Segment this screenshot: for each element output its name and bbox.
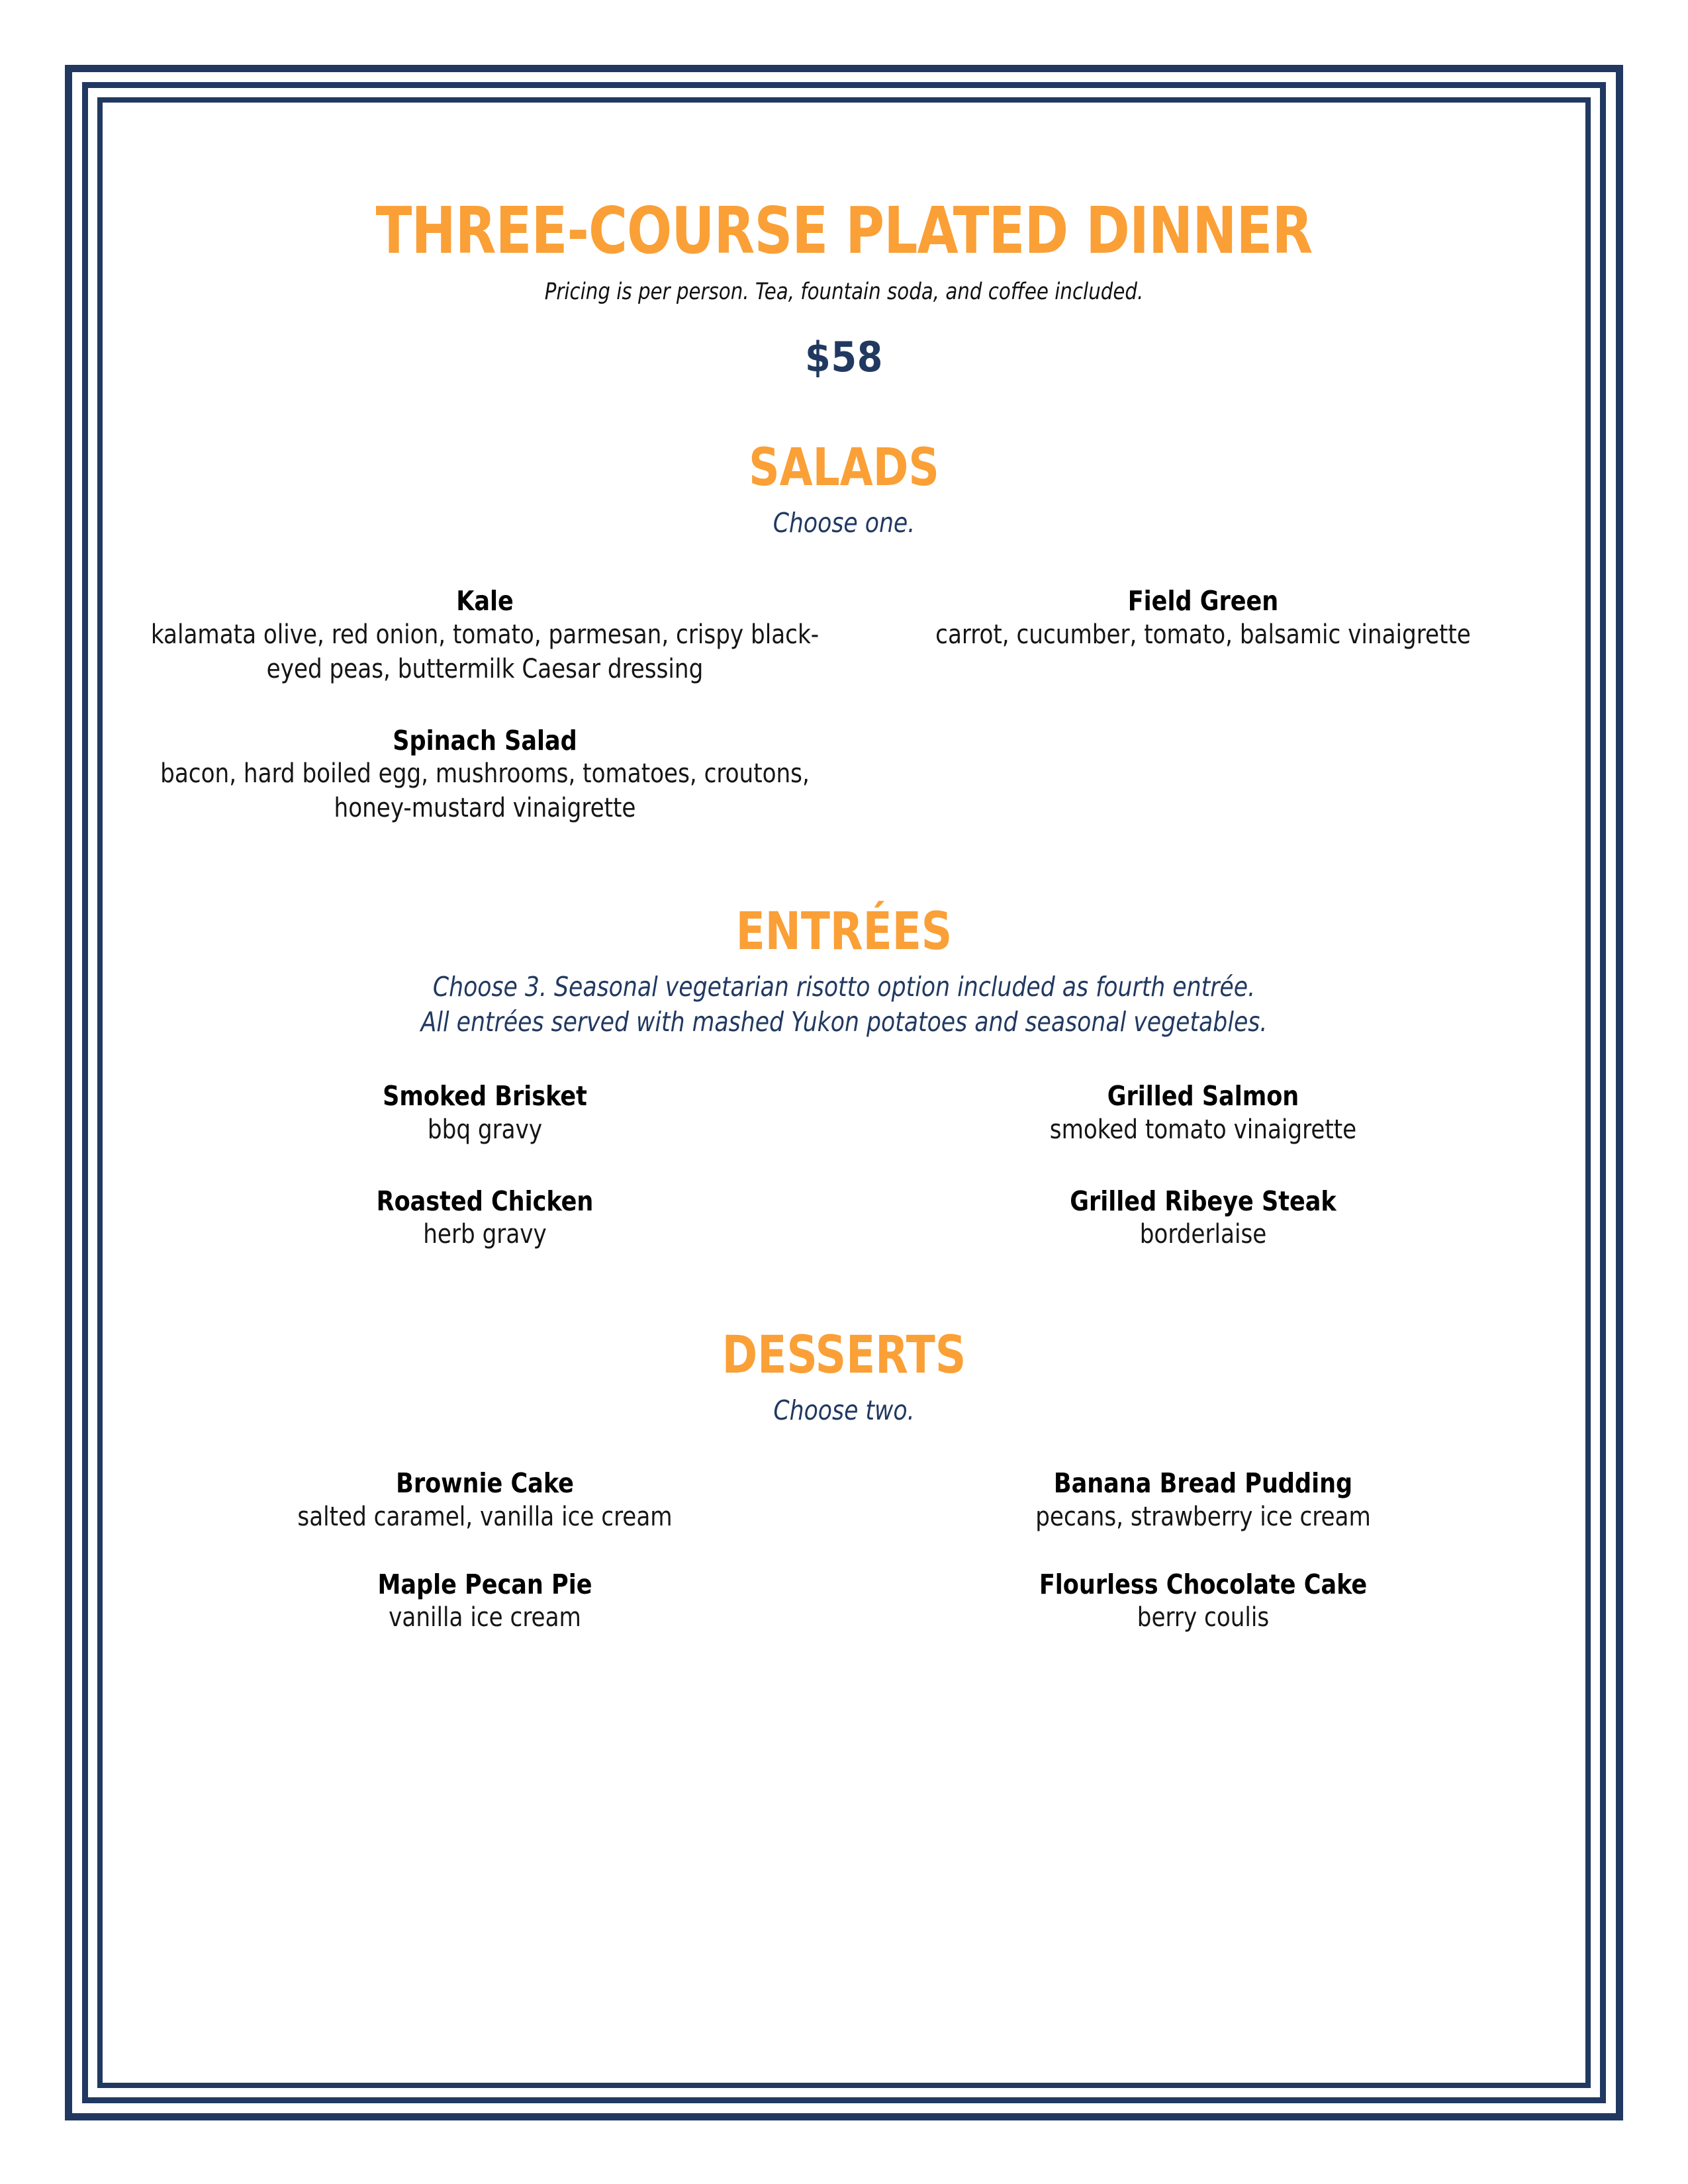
- item-name: Maple Pecan Pie: [377, 1568, 592, 1600]
- item-description: vanilla ice cream: [389, 1602, 581, 1633]
- menu-item: [126, 1467, 844, 1533]
- menu-item: [126, 585, 844, 686]
- menu-item: [126, 1080, 844, 1146]
- menu-item: [844, 1569, 1562, 1635]
- item-name: Brownie Cake: [396, 1467, 574, 1500]
- menu-item-empty: [844, 725, 1562, 825]
- section-note-salads: Choose one.: [773, 507, 915, 539]
- menu-price: $58: [805, 333, 883, 381]
- entrees-row-1: [126, 1080, 1562, 1146]
- entrees-row-2: [126, 1185, 1562, 1251]
- section-note-entrees: [169, 970, 1519, 1039]
- section-salads: [126, 438, 1562, 825]
- item-name: Roasted Chicken: [376, 1185, 594, 1217]
- item-description: kalamata olive, red onion, tomato, parmesan, crispy black-eyed peas, buttermilk Caesar dressing: [150, 619, 820, 684]
- item-description: bbq gravy: [427, 1114, 543, 1145]
- desserts-row-2: [126, 1569, 1562, 1635]
- item-description: berry coulis: [1137, 1602, 1270, 1633]
- section-heading-desserts: DESSERTS: [722, 1325, 966, 1385]
- salads-row-1: [126, 585, 1562, 686]
- section-note-line-2: All entrées served with mashed Yukon potatoes and seasonal vegetables.: [420, 1005, 1268, 1038]
- item-name: Smoked Brisket: [383, 1080, 587, 1113]
- menu-title: THREE-COURSE PLATED DINNER: [375, 193, 1313, 268]
- section-entrees: [126, 902, 1562, 1251]
- item-description: bacon, hard boiled egg, mushrooms, tomatoes, croutons, honey-mustard vinaigrette: [160, 758, 810, 824]
- item-name: Field Green: [1127, 585, 1279, 617]
- menu-content: [126, 132, 1562, 1635]
- item-description: carrot, cucumber, tomato, balsamic vinaigrette: [935, 619, 1471, 650]
- item-name: Grilled Ribeye Steak: [1070, 1185, 1336, 1217]
- item-name: Flourless Chocolate Cake: [1039, 1568, 1368, 1600]
- menu-item: [844, 1185, 1562, 1251]
- menu-item: [844, 1467, 1562, 1533]
- section-note-line-1: Choose 3. Seasonal vegetarian risotto option included as fourth entrée.: [432, 971, 1256, 1003]
- menu-item: [126, 1185, 844, 1251]
- section-heading-entrees: ENTRÉES: [735, 902, 953, 962]
- menu-item: [844, 1080, 1562, 1146]
- item-description: pecans, strawberry ice cream: [1035, 1501, 1371, 1532]
- menu-item: [126, 1569, 844, 1635]
- item-description: smoked tomato vinaigrette: [1049, 1114, 1357, 1145]
- menu-item: [844, 585, 1562, 686]
- item-name: Grilled Salmon: [1107, 1080, 1299, 1113]
- item-description: borderlaise: [1139, 1218, 1267, 1250]
- item-name: Banana Bread Pudding: [1053, 1467, 1353, 1500]
- item-description: salted caramel, vanilla ice cream: [297, 1501, 673, 1532]
- item-name: Kale: [456, 585, 514, 617]
- section-note-desserts: Choose two.: [773, 1394, 915, 1426]
- salads-row-2: [126, 725, 1562, 825]
- menu-item: [126, 725, 844, 825]
- section-desserts: [126, 1325, 1562, 1635]
- item-name: Spinach Salad: [393, 724, 577, 756]
- menu-subtitle: Pricing is per person. Tea, fountain soda, and coffee included.: [544, 279, 1144, 305]
- desserts-row-1: [126, 1467, 1562, 1533]
- section-heading-salads: SALADS: [749, 438, 939, 498]
- item-description: herb gravy: [423, 1218, 547, 1250]
